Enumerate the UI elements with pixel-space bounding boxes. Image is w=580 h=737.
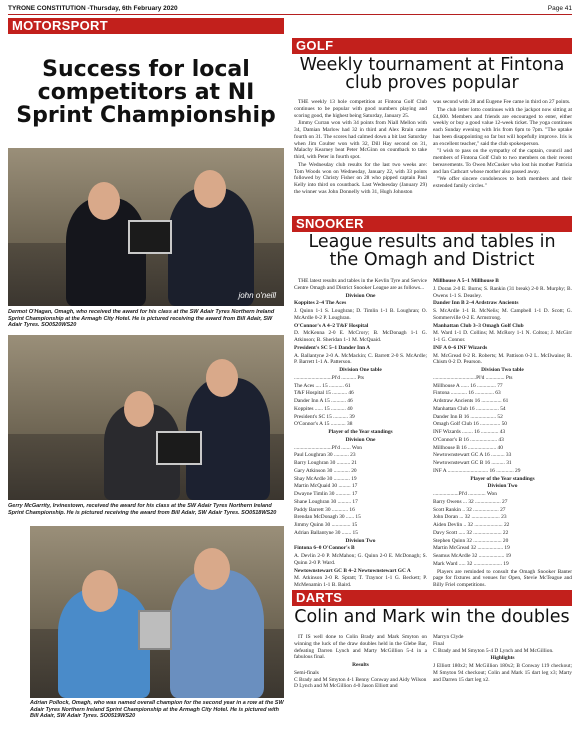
golf-paragraph: THE weekly 13 hole competition at Fintona Golf Club continues to be popular with good numbers playing and scoring good, the highest being Saturday, January 25. xyxy=(294,99,427,119)
player-row: Barry Loughran 30 .......... 21 xyxy=(294,460,357,466)
match-title: INF A 0–6 INF Wizards xyxy=(433,344,488,351)
player-row: Barry Owens ... 32 ................... 27 xyxy=(433,498,508,505)
photo-caption-1: Dermot O'Hagan, Omagh, who received the award for his class at the SW Adair Tyres Northern Ireland Sprint Championship at the Armagh City Hotel. He is pictured receiving the award from Bill Adair, SW Adair Tyres. SO0520WS20 xyxy=(8,309,275,329)
match-result: D. McKenna 2-0 E. McCrory; B. McDonagh 1-1 G. Atkinson; B. Sheridan 1-1 M. McQuaid. xyxy=(294,330,427,343)
table-title: Division Two table xyxy=(481,367,524,373)
player-row: Dwayne Timlin 30 ........... 17 xyxy=(294,491,358,497)
player-row: Davy Scott ..... 32 ..................... 22 xyxy=(433,529,509,536)
division-heading: Division One xyxy=(345,292,376,299)
table-row: Millhouse A ...... 16 .............. 77 xyxy=(433,382,503,389)
table-row: Newtownstewart GC A 16 .......... 33 xyxy=(433,452,512,459)
match-result: J. Quinn 1-1 S. Loughran; D. Timlin 1-1 B. Loughran; O. McArdle 0-2 P. Loughran. xyxy=(294,308,427,321)
golf-paragraph: was second with 28 and Eugene Fee came in third on 27 points. xyxy=(433,99,571,105)
match-result: A. Devlin 2-0 P. McMahon; G. Quinn 2-0 E. McDonagh; S. Quinn 2-0 P. Ward. xyxy=(294,553,427,566)
match-result: M. Atkinson 2-0 R. Spratt; T. Traynor 1-1 G. Beckett; P. McMenamin 1-1 B. Baird. xyxy=(294,575,427,588)
players-title: Player of the Year standings xyxy=(328,429,393,435)
player-row: Paddy Barrett 30 ............ 16 xyxy=(294,506,355,513)
section-bar-snooker: SNOOKER xyxy=(292,216,572,232)
golf-paragraph: Jimmy Curran won with 34 points from Niall Mellon with 34, Damian Marlow had 32 in third and Alex Rrain came fourth on 31. The scores had calmed down a bit last Saturday when Jim Coulter won with 32, Dill Hay second on 31, Malachy Kearney beat Peter McGinn on countback to take third, with Peter in fourth spot. xyxy=(294,120,427,160)
motorsport-photo-2 xyxy=(8,335,284,500)
table-row: Dander Inn B 16 ................... 52 xyxy=(433,413,503,420)
player-row: Scott Rankin .. 32 ................... 27 xyxy=(433,506,506,513)
match-title: Millhouse A 5–1 Millhouse B xyxy=(433,278,499,284)
photo-caption-3: Adrian Pollock, Omagh, who was named overall champion for the second year in a row at the SW Adair Tyres Northern Ireland Sprint Championship at the Armagh City Hotel. He is pictured with Bill Adair, SW Adair Tyres. SO0519WS20 xyxy=(30,700,284,720)
player-row: John Doran ... 32 ..................... 23 xyxy=(433,514,507,521)
masthead-page-number: Page 41 xyxy=(547,5,572,12)
table-row: Fintona ............ 16 .............. 63 xyxy=(433,390,501,397)
darts-highlights-title: Highlights xyxy=(490,655,515,662)
match-result: A. Ballantyne 2-0 A. McMackin; C. Barrett 2-0 S. McArdle; P. Barrett 1-1 A. Patterson. xyxy=(294,352,427,366)
table-header: ............................Pl'd ........... Pts xyxy=(294,374,365,381)
players-division: Division One xyxy=(345,436,376,443)
section-bar-golf: GOLF xyxy=(292,38,572,54)
match-title: Newtownstewart GC B 4–2 Newtownstewart GC A xyxy=(294,567,411,574)
darts-final: Marryn Clyde Final C Brady and M Smyton 5-4 D Lynch and M McGillion. xyxy=(433,634,554,654)
snooker-headline: League results and tables in the Omagh and District xyxy=(308,232,556,271)
player-row: Seamus McArdle 32 ................... 19 xyxy=(433,553,512,559)
table-row: Manhattan Club 16 ................. 54 xyxy=(433,405,506,412)
match-title: O'Connor's A 4–2 T&F Hospital xyxy=(294,322,369,329)
player-row: Martin McQuaid 30 ......... 17 xyxy=(294,483,358,490)
darts-paragraph: IT IS well done to Colin Brady and Mark Smyton on winning the luck of the draw doubles held in the Glebe Bar, defeating Darren Lynch and Marty McGillion 5-4 in a fabulous final. xyxy=(294,634,427,661)
player-row: Jimmy Quinn 30 .............. 15 xyxy=(294,522,358,528)
golf-paragraph: "I wish to pass on the sympathy of the captain, council and members of Fintona Golf Club to two members on their recent bereavements. To Owen McCusker who lost his mother Patricia and Ian Cathcart whose mother also passed away. xyxy=(433,148,572,175)
table-row: Newtownstewart GC B 16 .......... 31 xyxy=(433,460,512,466)
players-division: Division Two xyxy=(487,483,518,490)
player-row: Martin McGread 32 ................... 19 xyxy=(433,545,510,552)
table-row: Dander Inn A 15 ........... 46 xyxy=(294,398,353,404)
photo-caption-2: Gerry McGarrity, Irvinestown, received the award for his class at the SW Adair Tyres Northern Ireland Sprint Championship. He is pictured receiving the award from Bill Adair, SW Adair Tyres. SO0518WS20 xyxy=(8,503,277,516)
photo-credit-logo: john o'neill xyxy=(238,291,276,300)
player-row: Paul Loughran 30 ........... 23 xyxy=(294,452,356,459)
players-header: ............................Pl'd ....... Won xyxy=(294,444,362,451)
player-row: Shay McArdle 30 ............ 19 xyxy=(294,475,357,482)
darts-highlights: J Elliott 180x2; M McGillion 180x2; B Conway 119 checkout; M Smyton 94 checkout; Colin and Mark 15 dart leg x3; Marty and Darren 15 dart leg x2. xyxy=(433,663,572,683)
match-title: Fintona 6–0 O'Connor's B xyxy=(294,545,355,552)
darts-headline: Colin and Mark win the doubles xyxy=(294,607,570,627)
player-row: Aiden Devlin .. 32 ..................... 22 xyxy=(433,522,510,528)
section-bar-motorsport: MOTORSPORT xyxy=(8,18,284,34)
match-title: Koppites 2–4 The Aces xyxy=(294,300,347,307)
table-row: INF Wizards ........ 16 ............. 43 xyxy=(433,429,506,435)
golf-paragraph: The club letter lotto continues with the jackpot now sitting at £4,600. Members and friends are encouraged to enter, either weekly or buy a good value 12-week ticket. The yoga continues each Sunday evening with Iris from 6pm to 7pm. "The uptake has been disappointing so far but will hopefully improve. Iris is an excellent teacher," said the club spokesperson. xyxy=(433,106,572,147)
golf-paragraph: The Wednesday club results for the last two weeks are: Tom Woods won on Wednesday, January 22, with 33 points followed by Christy Fisher on 28 who pipped captain Paul Kelly into third on countback. Last Wednesday (January 29) the winner was John Donnelly with 31, Hugh Johnston xyxy=(294,161,427,195)
page-masthead xyxy=(8,3,572,15)
snooker-article-col-1 xyxy=(294,278,427,590)
motorsport-photo-3 xyxy=(30,526,284,698)
snooker-intro: THE latest results and tables in the Kevlin Tyre and Service Centre Omagh and District Snooker League are as follows... xyxy=(294,278,427,291)
table-row: The Aces .... 15 ........... 61 xyxy=(294,382,351,389)
player-row: Gary Atkinson 30 ............ 20 xyxy=(294,467,357,474)
golf-paragraph: "We offer sincere condolences to both members and their extended family circles." xyxy=(433,176,572,189)
match-result: J. Doran 2-0 E. Burns; S. Rankin (31 break) 2-0 R. Murphy; B. Owens 1-1 S. Deasley. xyxy=(433,285,572,299)
masthead-publication: TYRONE CONSTITUTION -Thursday, 6th February 2020 xyxy=(8,5,178,12)
player-row: Stephen Quinn 32 ..................... 20 xyxy=(433,537,509,544)
table-row: Omagh Golf Club 16 ............... 50 xyxy=(433,421,507,428)
motorsport-headline: Success for local competitors at NI Sprint Championship xyxy=(16,57,276,129)
match-result: S. McArdle 1-1 B. McNelis; M. Campbell 1-1 D. Scott; G. Sommerville 0-2 E. Armstrong. xyxy=(433,308,572,321)
golf-article-col-1 xyxy=(294,99,427,197)
golf-headline: Weekly tournament at Fintona club proves popular xyxy=(299,55,565,94)
table-row: Millhouse B 16 ..................... 40 xyxy=(433,444,503,451)
match-title: President's SC 5–1 Dander Inn A xyxy=(294,344,371,351)
darts-article-col-1 xyxy=(294,634,427,691)
table-row: President's SC 15 ........... 39 xyxy=(294,413,355,420)
table-row: O'Connor's B 16 .................... 43 xyxy=(433,436,504,443)
snooker-article-col-2 xyxy=(433,278,572,590)
players-header: ...................Pl'd ............. Won xyxy=(433,491,497,497)
player-row: Adrian Ballantyne 30 ....... 15 xyxy=(294,529,358,536)
table-row: Koppites ...... 15 ........... 40 xyxy=(294,405,353,412)
table-title: Division One table xyxy=(339,367,382,373)
section-bar-darts: DARTS xyxy=(292,590,572,606)
darts-article-col-2 xyxy=(433,634,572,684)
motorsport-photo-1 xyxy=(8,148,284,306)
match-title: Dander Inn B 2–4 Ardstraw Ancients xyxy=(433,300,519,307)
player-row: Brendan McDonagh 30 ...... 15 xyxy=(294,514,361,521)
match-result: M. Ward 1-1 D. Collins; M. McRory 1-1 N. Colton; J. McGirr 1-1 G. Connor. xyxy=(433,330,572,343)
snooker-footer-note: Players are reminded to consult the Omagh Snooker Banter page for fixtures and venues for Open, Stevie McTeague and Billy Friel competitions. xyxy=(433,568,572,588)
table-row: INF A .............................. 16 ............. 29 xyxy=(433,467,521,474)
table-header: ................................Pl'd .............. Pts xyxy=(433,374,513,381)
match-title: Manhattan Club 3–3 Omagh Golf Club xyxy=(433,322,524,329)
golf-article-col-2 xyxy=(433,99,572,191)
table-row: Ardstraw Ancients 16 ............... 61 xyxy=(433,398,509,404)
player-row: Shane Loughran 30 .......... 17 xyxy=(294,498,358,505)
table-row: O'Connor's A 15 ........... 38 xyxy=(294,421,353,428)
players-title: Player of the Year standings xyxy=(470,475,535,482)
player-row: Mark Ward ..... 32 ..................... 19 xyxy=(433,560,509,567)
darts-results: Semi-finals C Brady and M Smyton 4-1 Benny Conway and Aidy Wilson D Lynch and M McGillion 4-0 Jason Elliott and xyxy=(294,669,427,690)
darts-results-title: Results xyxy=(352,662,369,668)
division-heading: Division Two xyxy=(345,537,376,544)
match-result: M. McGread 0-2 R. Roberts; M. Pattison 0-2 L. McIlwaine; R. Chism 0-2 D. Pearson. xyxy=(433,352,572,366)
table-row: T&F Hospital 15 ........... 46 xyxy=(294,390,354,397)
